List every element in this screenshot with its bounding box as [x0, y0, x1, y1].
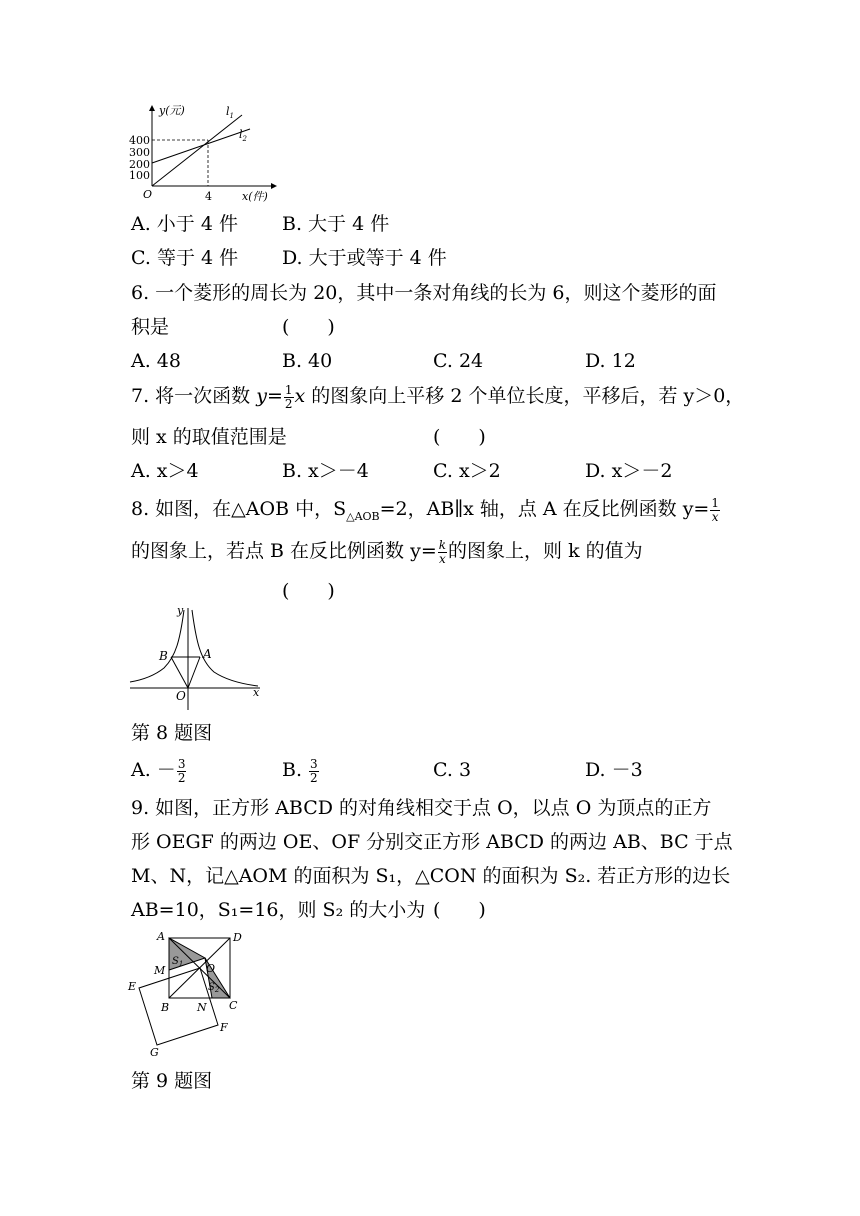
q8-option-a: A. － $\frac{3}{2}$: [131, 756, 186, 785]
q7-stem-line1: 7. 将一次函数 y= $\frac{1}{2}$ x 的图象向上平移 2 个单位长度，平移后，若 y＞0，: [131, 382, 745, 411]
fig9-point-o: O: [206, 962, 216, 975]
q8-stem-line1: 8. 如图，在△AOB 中，$S_{\triangle AOB}=2$，AB∥x 轴，点 A 在反比例函数 y= $\frac{1}{x}$: [131, 495, 719, 524]
q9-answer-paren: ( ): [433, 899, 486, 921]
q6-stem-line2: 积是: [131, 316, 170, 338]
fig5-ytick-300: 300: [129, 146, 150, 159]
fig9-point-d: D: [233, 931, 242, 944]
fig5-origin: O: [143, 188, 153, 201]
fig5-y-label: y(元): [159, 104, 185, 117]
q7-answer-paren: ( ): [433, 426, 486, 448]
q7-stem-line2: 则 x 的取值范围是: [131, 426, 287, 448]
q5-option-b: B. 大于 4 件: [282, 213, 390, 235]
fig9-label-s1: $S_1$: [172, 956, 184, 968]
fig8-x-label: x: [253, 686, 260, 699]
figure-q8-graph: [126, 600, 266, 712]
q8-option-b: B. $\frac{3}{2}$: [282, 756, 318, 785]
fig9-point-b: B: [161, 1001, 170, 1014]
fig5-ytick-200: 200: [129, 158, 150, 171]
q7-option-c: C. x＞2: [433, 460, 501, 482]
fig9-point-e: E: [128, 980, 137, 993]
fig5-line2-label: $l_2$: [239, 128, 247, 143]
fig5-line1-label: $l_1$: [226, 105, 234, 120]
fig8-origin: O: [176, 689, 186, 703]
q6-option-a: A. 48: [131, 350, 181, 372]
fig5-xtick-4: 4: [205, 190, 212, 203]
q7-option-d: D. x＞－2: [585, 460, 673, 482]
fig9-point-a: A: [157, 930, 165, 943]
fig8-point-b: B: [159, 649, 168, 663]
q8-option-c: C. 3: [433, 759, 472, 781]
fig9-label-s2: $S_2$: [208, 982, 220, 994]
q8-option-d: D. －3: [585, 759, 643, 781]
q6-option-c: C. 24: [433, 350, 484, 372]
fig9-point-c: C: [229, 999, 238, 1012]
q7-fraction: $\frac{1}{2}$: [284, 382, 293, 411]
fig9-point-m: M: [154, 964, 166, 977]
figure-q9-squares: [126, 928, 256, 1060]
q6-stem-line1: 6. 一个菱形的周长为 20，其中一条对角线的长为 6，则这个菱形的面: [131, 282, 717, 304]
fig5-x-label: x(件): [242, 190, 268, 203]
q5-option-a: A. 小于 4 件: [131, 213, 238, 235]
q8-fraction-1: $\frac{1}{x}$: [711, 495, 719, 524]
q8-answer-paren: ( ): [282, 580, 335, 602]
fig9-point-n: N: [197, 1001, 207, 1014]
fig5-ytick-100: 100: [129, 169, 150, 182]
q8-figure-caption: 第 8 题图: [131, 722, 213, 744]
q7-option-b: B. x＞－4: [282, 460, 369, 482]
q7-option-a: A. x＞4: [131, 460, 199, 482]
figure-q5-graph: [126, 100, 286, 204]
q9-stem-line3: M、N，记△AOM 的面积为 S₁，△CON 的面积为 S₂. 若正方形的边长: [131, 865, 731, 887]
q9-stem-line1: 9. 如图，正方形 ABCD 的对角线相交于点 O，以点 O 为顶点的正方: [131, 797, 712, 819]
q6-option-b: B. 40: [282, 350, 333, 372]
q9-stem-line4: AB=10，S₁=16，则 S₂ 的大小为: [131, 899, 426, 921]
q5-option-c: C. 等于 4 件: [131, 247, 239, 269]
q5-option-d: D. 大于或等于 4 件: [282, 247, 447, 269]
q6-option-d: D. 12: [585, 350, 636, 372]
q8-fraction-2: $\frac{k}{x}$: [438, 537, 447, 566]
q9-figure-caption: 第 9 题图: [131, 1070, 213, 1092]
fig8-point-a: A: [203, 647, 212, 661]
fig8-y-label: y: [177, 604, 184, 617]
fig5-ytick-400: 400: [129, 134, 150, 147]
q6-answer-paren: ( ): [282, 316, 335, 338]
fig9-point-f: F: [220, 1021, 228, 1034]
q8-stem-line2: 的图象上，若点 B 在反比例函数 y= $\frac{k}{x}$ 的图象上，则 k 的值为: [131, 537, 643, 566]
fig9-point-g: G: [150, 1046, 159, 1059]
q9-stem-line2: 形 OEGF 的两边 OE、OF 分别交正方形 ABCD 的两边 AB、BC 于点: [131, 831, 733, 853]
